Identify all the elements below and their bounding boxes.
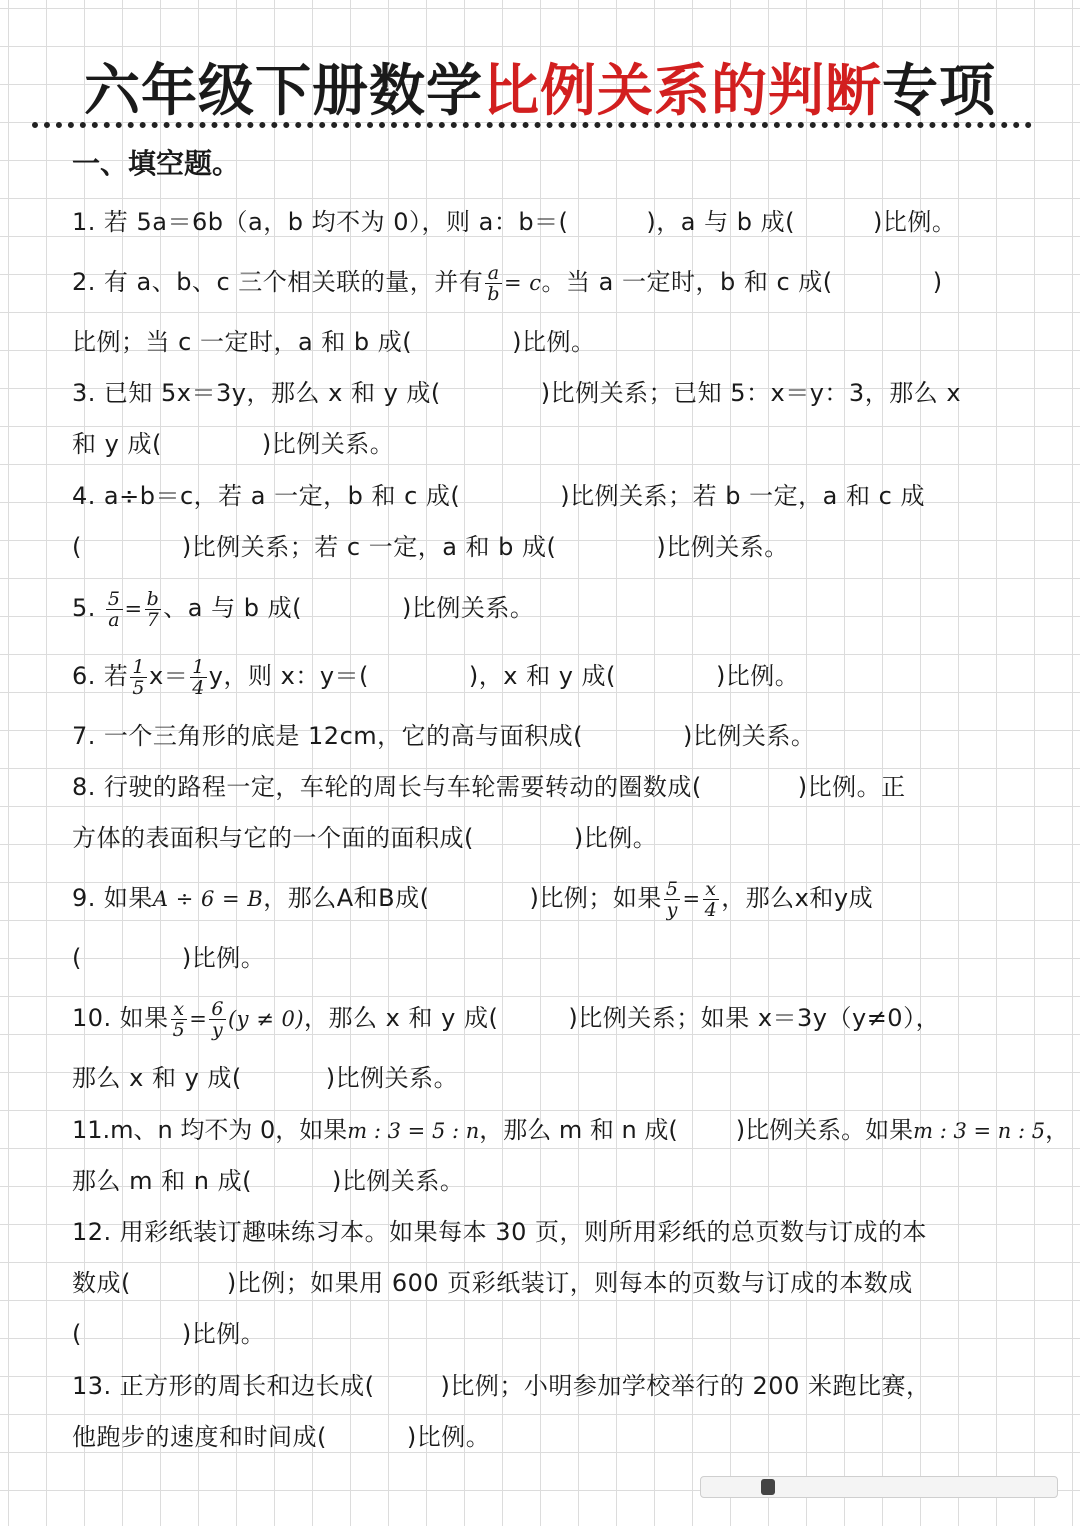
question-text: ( — [72, 944, 82, 972]
question-text: a÷b＝c，若 a 一定，b 和 c 成( — [103, 482, 461, 510]
fraction — [130, 657, 147, 698]
question-number: 2. — [72, 268, 96, 296]
question-text: 他跑步的速度和时间成( — [72, 1423, 327, 1451]
question-text: )比例。 — [872, 208, 957, 236]
question-text: ，那么A和B成( — [263, 884, 430, 912]
question-text: )比例；小明参加学校举行的 200 米跑比赛， — [440, 1372, 931, 1400]
question-4 — [72, 476, 925, 516]
question-text: ，那么x和y成 — [721, 884, 874, 912]
question-number: 1. — [72, 208, 96, 236]
question-text: y，则 x：y＝( — [208, 662, 369, 690]
question-2-line2 — [72, 322, 596, 362]
fraction — [209, 999, 226, 1040]
math-expression: = — [124, 597, 143, 621]
math-expression: = — [189, 1007, 208, 1031]
question-text: )比例关系。 — [261, 430, 395, 458]
question-text: )比例。 — [406, 1423, 491, 1451]
fraction — [106, 589, 123, 630]
question-text: )比例关系；若 b 一定，a 和 c 成 — [560, 482, 925, 510]
numerator: 1 — [132, 655, 145, 678]
question-text: )比例；如果 — [529, 884, 662, 912]
question-text: ( — [72, 533, 82, 561]
fraction — [485, 263, 502, 304]
question-number: 12. — [72, 1218, 112, 1246]
question-text: 行驶的路程一定，车轮的周长与车轮需要转动的圈数成( — [103, 773, 702, 801]
denominator: 4 — [192, 676, 205, 699]
question-text: 比例；当 c 一定时，a 和 b 成( — [72, 328, 413, 356]
question-text: )比例。 — [181, 944, 266, 972]
question-text: 有 a、b、c 三个相关联的量，并有 — [103, 268, 484, 296]
question-number: 4. — [72, 482, 96, 510]
math-expression: m : 3 = 5 : n — [347, 1119, 480, 1143]
question-7 — [72, 716, 815, 756]
question-text: ，那么 x 和 y 成( — [304, 1004, 499, 1032]
question-3 — [72, 373, 961, 413]
question-text: 和 y 成( — [72, 430, 162, 458]
question-2 — [72, 262, 943, 304]
question-text: 方体的表面积与它的一个面的面积成( — [72, 824, 474, 852]
question-11-line2 — [72, 1161, 464, 1201]
question-text: )比例关系；已知 5：x＝y：3，那么 x — [540, 379, 962, 407]
question-text: 已知 5x＝3y，那么 x 和 y 成( — [103, 379, 441, 407]
question-9-line2 — [72, 938, 265, 978]
math-expression: A ÷ 6 = B — [152, 887, 264, 911]
fraction — [190, 657, 207, 698]
question-text: x＝ — [149, 662, 189, 690]
question-number: 6. — [72, 662, 96, 690]
question-text: 如果 — [119, 1004, 169, 1032]
question-text: 如果 — [103, 884, 153, 912]
title-highlight: 比例关系的判断 — [483, 59, 882, 124]
numerator: x — [703, 879, 720, 900]
question-text: 若 5a＝6b（a，b 均不为 0），则 a：b＝( — [103, 208, 569, 236]
question-number: 11. — [72, 1116, 111, 1144]
denominator: 5 — [132, 676, 145, 699]
question-number: 13. — [72, 1372, 112, 1400]
question-12-line3 — [72, 1314, 265, 1354]
question-text: ( — [72, 1320, 82, 1348]
question-text: )比例。 — [715, 662, 800, 690]
question-text: )比例。 — [181, 1320, 266, 1348]
question-text: ，那么 m 和 n 成( — [479, 1116, 678, 1144]
math-expression: m : 3 = n : 5 — [913, 1119, 1046, 1143]
question-text: )比例。 — [573, 824, 658, 852]
question-text: m、n 均不为 0，如果 — [110, 1116, 348, 1144]
question-text: 那么 x 和 y 成( — [72, 1064, 242, 1092]
numerator: a — [485, 263, 502, 284]
numerator: 6 — [211, 997, 224, 1020]
numerator: 5 — [107, 587, 121, 610]
fraction — [171, 999, 188, 1040]
denominator: 4 — [704, 898, 718, 921]
question-text: )比例关系。 — [401, 594, 535, 622]
title-part2: 专项 — [882, 59, 996, 124]
fraction — [703, 879, 720, 920]
question-8 — [72, 767, 906, 807]
numerator: 5 — [665, 877, 679, 900]
question-number: 10. — [72, 1004, 112, 1032]
question-3-line2 — [72, 424, 394, 464]
page-title — [0, 52, 1080, 132]
question-12-line2 — [72, 1263, 913, 1303]
question-text: 一个三角形的底是 12cm，它的高与面积成( — [103, 722, 584, 750]
question-text: )比例关系；如果 x＝3y（y≠0）， — [568, 1004, 941, 1032]
question-text: )比例关系；若 c 一定，a 和 b 成( — [181, 533, 557, 561]
question-text: )比例关系。 — [683, 722, 816, 750]
question-10-line2 — [72, 1058, 458, 1098]
question-text: 、a 与 b 成( — [163, 594, 302, 622]
section-heading: 一、填空题。 — [72, 147, 241, 180]
horizontal-scrollbar[interactable] — [700, 1476, 1058, 1498]
question-text: )比例关系。 — [331, 1167, 465, 1195]
denominator: a — [108, 608, 121, 631]
question-number: 9. — [72, 884, 96, 912]
question-text: )比例。正 — [797, 773, 906, 801]
question-text: 。当 a 一定时，b 和 c 成( — [541, 268, 833, 296]
question-number: 8. — [72, 773, 96, 801]
fraction — [664, 879, 681, 920]
question-10 — [72, 998, 940, 1040]
question-text: )，x 和 y 成( — [468, 662, 616, 690]
question-11 — [72, 1110, 1069, 1151]
question-number: 7. — [72, 722, 96, 750]
title-part1: 六年级下册数学 — [84, 59, 483, 124]
question-text: ) — [932, 268, 943, 296]
question-text: 正方形的周长和边长成( — [119, 1372, 375, 1400]
math-expression: = c — [503, 271, 542, 295]
question-number: 5. — [72, 594, 96, 622]
question-text: ， — [1045, 1116, 1070, 1144]
question-4-line2 — [72, 527, 789, 567]
scrollbar-thumb[interactable] — [761, 1479, 775, 1495]
question-text: )比例；如果用 600 页彩纸装订，则每本的页数与订成的本数成 — [226, 1269, 913, 1297]
question-text: )比例关系。如果 — [735, 1116, 914, 1144]
numerator: x — [171, 999, 188, 1020]
question-8-line2 — [72, 818, 657, 858]
denominator: 7 — [146, 608, 160, 631]
question-5 — [72, 588, 534, 630]
question-13-line2 — [72, 1417, 490, 1457]
question-text: 数成( — [72, 1269, 131, 1297]
numerator: 1 — [192, 655, 205, 678]
fraction — [145, 589, 162, 630]
question-text: 那么 m 和 n 成( — [72, 1167, 252, 1195]
math-expression: = — [682, 887, 701, 911]
question-text: )比例。 — [512, 328, 596, 356]
math-expression: (y ≠ 0) — [227, 1007, 305, 1031]
denominator: 5 — [172, 1018, 186, 1041]
dotted-divider — [32, 122, 1032, 128]
question-number: 3. — [72, 379, 96, 407]
question-text: )比例关系。 — [325, 1064, 459, 1092]
question-1 — [72, 202, 956, 242]
question-12 — [72, 1212, 927, 1252]
question-text: 若 — [103, 662, 129, 690]
denominator: b — [487, 282, 500, 305]
question-text: )，a 与 b 成( — [646, 208, 795, 236]
question-13 — [72, 1366, 930, 1406]
question-9 — [72, 878, 873, 920]
numerator: b — [146, 587, 160, 610]
denominator: y — [666, 898, 678, 921]
question-6 — [72, 656, 799, 698]
question-text: )比例关系。 — [656, 533, 789, 561]
denominator: y — [212, 1018, 224, 1041]
question-text: 用彩纸装订趣味练习本。如果每本 30 页，则所用彩纸的总页数与订成的本 — [119, 1218, 927, 1246]
